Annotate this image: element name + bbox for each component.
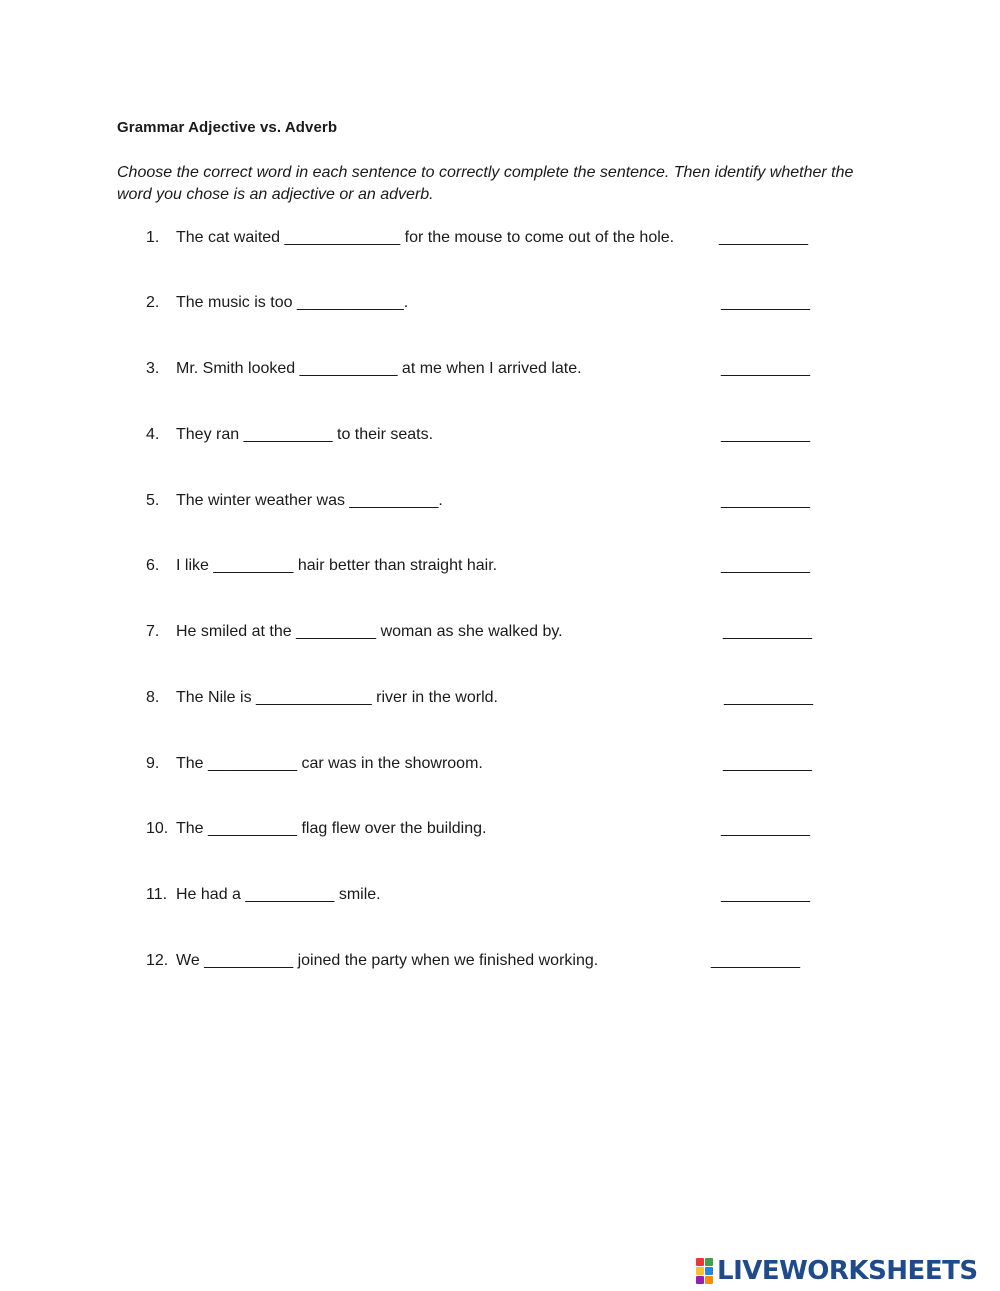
question-item	[0, 620, 1000, 644]
question-text: We __________ joined the party when we finished working.	[176, 952, 599, 969]
question-text: They ran __________ to their seats.	[176, 426, 434, 443]
question-text: The __________ flag flew over the building.	[176, 820, 487, 837]
question-number: 6.	[146, 557, 160, 574]
question-number: 3.	[146, 360, 160, 377]
answer-blank[interactable]: __________	[719, 229, 808, 246]
question-text: The cat waited _____________ for the mouse to come out of the hole.	[176, 229, 675, 246]
answer-blank[interactable]: __________	[723, 755, 812, 772]
question-text: The Nile is _____________ river in the world.	[176, 689, 498, 706]
answer-blank[interactable]: __________	[724, 689, 813, 706]
instructions: Choose the correct word in each sentence to correctly complete the sentence. Then identify whether the word you chose is an adjective or an adverb.	[117, 164, 854, 203]
question-text: The winter weather was __________.	[176, 492, 443, 509]
logo-block	[705, 1258, 713, 1266]
logo-block	[696, 1258, 704, 1266]
question-text: Mr. Smith looked ___________ at me when I arrived late.	[176, 360, 582, 377]
question-item	[0, 423, 1000, 447]
question-item	[0, 357, 1000, 381]
question-text: The music is too ____________.	[176, 294, 409, 311]
page-title: Grammar Adjective vs. Adverb	[117, 119, 338, 136]
question-item	[0, 949, 1000, 973]
question-number: 5.	[146, 492, 160, 509]
question-item	[0, 226, 1000, 250]
answer-blank[interactable]: __________	[721, 886, 810, 903]
question-item	[0, 554, 1000, 578]
question-item	[0, 489, 1000, 513]
answer-blank[interactable]: __________	[721, 492, 810, 509]
answer-blank[interactable]: __________	[721, 557, 810, 574]
logo-block	[705, 1276, 713, 1284]
question-text: The __________ car was in the showroom.	[176, 755, 483, 772]
question-text: He smiled at the _________ woman as she walked by.	[176, 623, 563, 640]
answer-blank[interactable]: __________	[721, 426, 810, 443]
answer-blank[interactable]: __________	[721, 360, 810, 377]
answer-blank[interactable]: __________	[721, 820, 810, 837]
question-item	[0, 291, 1000, 315]
question-number: 9.	[146, 755, 160, 772]
logo-blocks-icon	[696, 1258, 713, 1284]
question-number: 10.	[146, 820, 169, 837]
question-text: He had a __________ smile.	[176, 886, 381, 903]
answer-blank[interactable]: __________	[723, 623, 812, 640]
question-number: 11.	[146, 886, 168, 903]
logo-block	[705, 1267, 713, 1275]
answer-blank[interactable]: __________	[711, 952, 800, 969]
logo-block	[696, 1267, 704, 1275]
liveworksheets-logo	[696, 1256, 978, 1286]
question-number: 4.	[146, 426, 160, 443]
answer-blank[interactable]: __________	[721, 294, 810, 311]
question-number: 8.	[146, 689, 160, 706]
question-item	[0, 686, 1000, 710]
question-item	[0, 752, 1000, 776]
question-number: 12.	[146, 952, 169, 969]
question-number: 2.	[146, 294, 160, 311]
question-item	[0, 817, 1000, 841]
question-number: 1.	[146, 229, 160, 246]
question-number: 7.	[146, 623, 160, 640]
question-text: I like _________ hair better than straight hair.	[176, 557, 498, 574]
logo-text: LIVEWORKSHEETS	[717, 1256, 978, 1286]
logo-block	[696, 1276, 704, 1284]
question-item	[0, 883, 1000, 907]
